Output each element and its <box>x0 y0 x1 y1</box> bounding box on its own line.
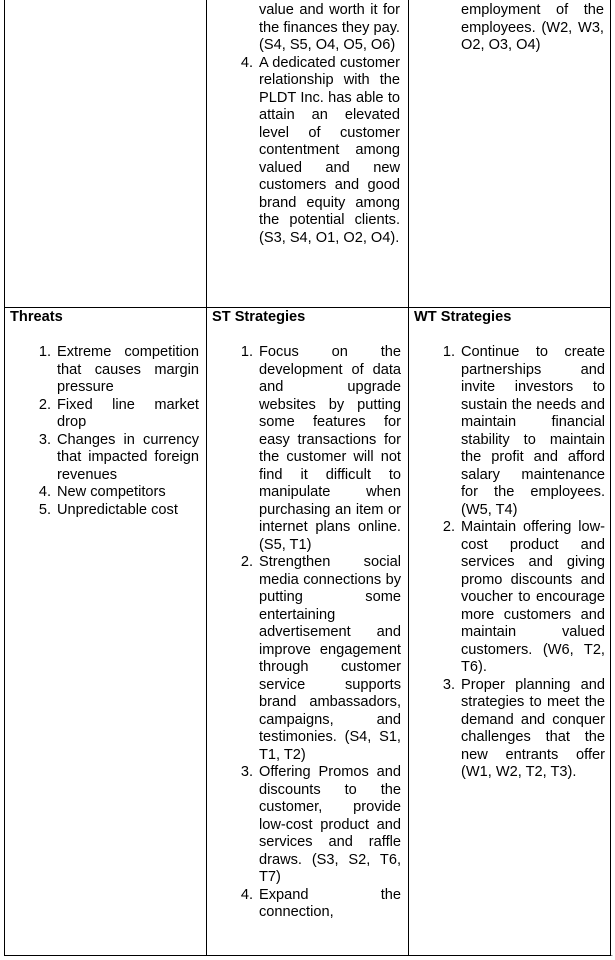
wo-strategies-continued <box>437 2 604 55</box>
table-border-bottom <box>4 955 611 956</box>
so-list <box>235 2 400 247</box>
table-border-left <box>4 0 5 956</box>
wt-strategies-list <box>437 344 605 782</box>
table-border-right <box>610 0 611 956</box>
list-item: 2. Maintain offering low-cost product and services and giving promo discounts and voucher to encourage more customers and maintain valued customers. (W6, T2, T6). <box>442 519 605 675</box>
list-item: 3. Changes in currency that impacted foreign revenues <box>38 431 199 483</box>
list-item: 4. A dedicated customer relationship with the PLDT Inc. has able to attain an elevated level of customer contentment among valued and new customers and good brand equity among the potential clients. (S3, S4, O1, O2, O4). <box>240 54 400 246</box>
st-strategies-header: ST Strategies <box>212 309 306 325</box>
list-item: 3. Proper planning and strategies to meet the demand and conquer challenges that the new entrants offer (W1, W2, T2, T3). <box>442 676 605 780</box>
wo-list <box>437 2 604 55</box>
wt-strategies-header: WT Strategies <box>414 309 512 325</box>
list-item: 1. Focus on the development of data and upgrade websites by putting some features for easy transactions for the customer will not find it difficult to manipulate when purchasing an item or internet plans online. (S5, T1) <box>240 344 401 553</box>
list-item: 5. Unpredictable cost <box>38 501 178 518</box>
list-item: 1. Continue to create partnerships and invite investors to sustain the needs and maintain financial stability to maintain the profit and afford salary maintenance for the employees. (W5, T4) <box>442 344 605 518</box>
list-item: 3. Offering Promos and discounts to the customer, provide low-cost product and services and raffle draws. (S3, S2, T6, T7) <box>240 764 401 885</box>
wt-strategies-list-cell <box>437 344 605 782</box>
table-divider-1 <box>206 0 207 956</box>
list-item: value and worth it for the finances they pay. (S4, S5, O4, O5, O6) <box>259 2 400 53</box>
list-item: 4. New competitors <box>38 484 166 500</box>
st-strategies-list <box>235 344 401 922</box>
threats-list-cell <box>33 344 199 519</box>
threats-header: Threats <box>10 309 63 325</box>
threats-list <box>33 344 199 519</box>
st-strategies-list-cell <box>235 344 401 922</box>
corner-mark: . <box>610 949 613 958</box>
row-divider <box>4 307 611 308</box>
list-item: 2. Fixed line market drop <box>38 396 199 430</box>
list-item: employment of the employees. (W2, W3, O2, O3, O4) <box>461 2 604 53</box>
table-divider-2 <box>408 0 409 956</box>
so-strategies-continued <box>235 2 400 247</box>
list-item: 2. Strengthen social media connections by putting some entertaining advertisement and improve engagement through customer service supports brand ambassadors, campaigns, and testimonies. (S4, S1, T1, T2) <box>240 554 401 763</box>
list-item: 1. Extreme competition that causes margin pressure <box>38 344 199 395</box>
list-item: 4. Expand the connection, <box>240 886 401 920</box>
